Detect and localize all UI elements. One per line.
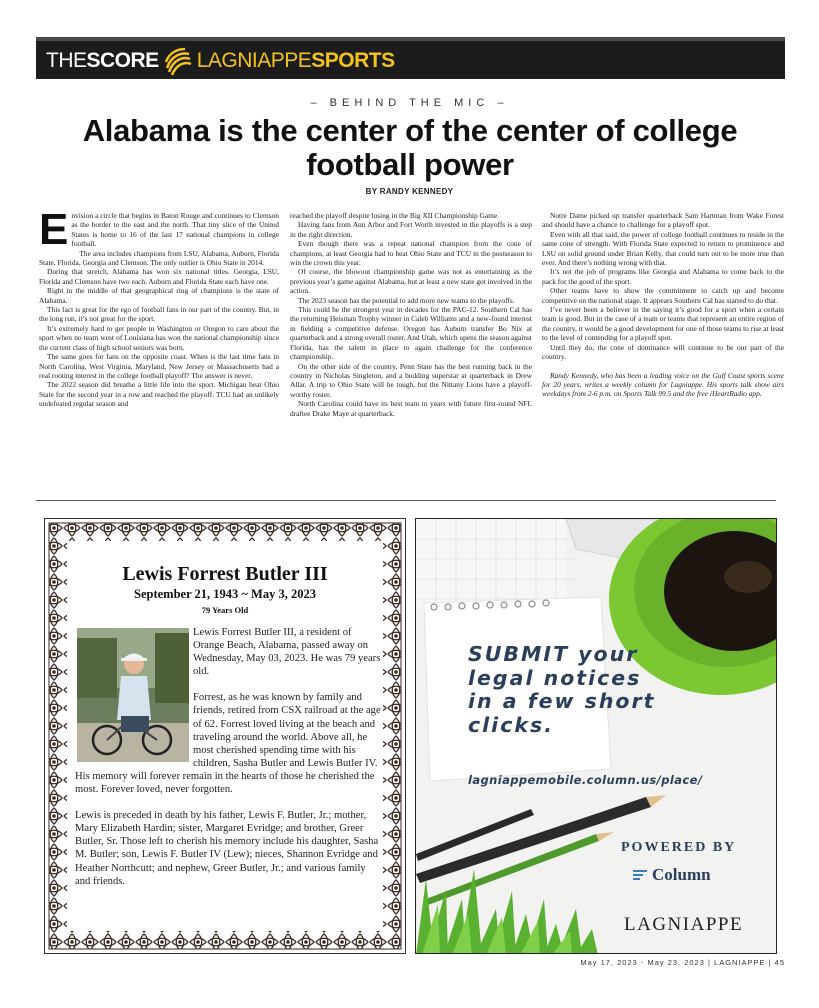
paragraph: Other teams have to show the commitment to catch up and become competitive on the national stage. It appears Southern Cal has started to do that. (542, 286, 784, 305)
obituary-paragraph: Lewis Forrest Butler III, a resident of Orange Beach, Alabama, passed away on Wednesday, May 03, 2023. He was 79 years old. (193, 627, 381, 678)
ad-powered-by: POWERED BY (621, 840, 737, 855)
paragraph: North Carolina could have its best team in years with future first-round NFL draftee Drake Maye at quarterback. (290, 399, 532, 418)
masthead-lagniappe: LAGNIAPPE (196, 49, 312, 72)
article-byline: BY RANDY KENNEDY (365, 187, 454, 196)
masthead-brand (46, 47, 395, 75)
paragraph: The 2022 season did breathe a little life into the sport. Michigan beat Ohio State for the second year in a row and reached the playoff. TCU had an unlikely undefeated regular season and (39, 380, 279, 409)
article-column-1 (39, 205, 279, 409)
masthead-score: SCORE (86, 49, 159, 72)
section-divider (36, 500, 776, 501)
masthead-the: THE (46, 49, 87, 72)
article-column-3 (542, 211, 784, 399)
paragraph: During that stretch, Alabama has won six national titles. Georgia, LSU, Florida and Clemson have two each. Auburn and Florida State each have one. (39, 267, 279, 286)
paragraph: On the other side of the country, Penn State has the best running back in the country in Nicholas Singleton, and a budding superstar at quarterback in Drew Allar. A trip to Ohio State will be tough, but the Nittany Lions have a playoff-worthy roster. (290, 361, 532, 399)
paragraph: It’s extremely hard to get people in Washington or Oregon to care about the sport when no team west of Louisiana has won the national championship since the current class of high school seniors was born. (39, 323, 279, 352)
paragraph: It’s not the job of programs like Georgia and Alabama to come back to the pack for the good of the sport. (542, 267, 784, 286)
section-kicker: – BEHIND THE MIC – (310, 97, 509, 109)
paragraph: nvision a circle that begins in Baton Rouge and continues to Clemson as the border to the east and the north. That tiny slice of the United States is home to 16 of the last 17 national champions in college football. (71, 211, 279, 249)
paragraph: Having fans from Ann Arbor and Fort Worth invested in the playoffs is a step in the right direction. (290, 220, 532, 239)
paragraph: Of course, the blowout championship game was not as entertaining as the previous year’s game against Alabama, but at least a new state got involved in the action. (290, 267, 532, 296)
paragraph: Even though there was a repeat national champion from the cone of champions, at least Georgia had to beat Ohio State and TCU in the postseason to win the crown this year. (290, 239, 532, 268)
obituary-text (75, 626, 381, 901)
paragraph: Notre Dame picked up transfer quarterback Sam Hartman from Wake Forest and should have a chance to challenge for a playoff spot. (542, 211, 784, 230)
obituary-paragraph: Lewis is preceded in death by his father, Lewis F. Butler, Jr.; mother, Mary Elizabeth Hardin; sister, Margaret Evridge; and brother, Greer Butler, Sr. Those left to cherish his memory include his daughter, Sasha M. Butler; son, Lewis F. Butler IV (Lew); nieces, Shannon Evridge and Heather Northcutt; and nephew, Greer Butler, Jr.; and various family and friends. (75, 810, 379, 887)
paragraph: Until they do, the cone of dominance will continue to be our part of the country. (542, 342, 784, 362)
column-logo-icon (633, 868, 647, 882)
ad-url-link[interactable]: lagniappemobile.column.us/place/ (468, 773, 703, 787)
paragraph: The 2023 season has the potential to add more new teams to the playoffs. (298, 295, 515, 305)
paragraph: Right in the middle of that geographical ring of champions is the state of Alabama. (39, 286, 279, 305)
obituary-content (67, 541, 383, 931)
masthead (36, 37, 785, 79)
drop-cap: E (39, 205, 69, 254)
column-logo-text: Column (652, 865, 711, 884)
ad-headline: SUBMIT your legal notices in a few short clicks. (468, 642, 656, 737)
obituary-dates: September 21, 1943 ~ May 3, 2023 (134, 587, 316, 601)
page-footer: May 17, 2023 - May 23, 2023 | LAGNIAPPE | 45 (580, 958, 785, 967)
paragraph: The area includes champions from LSU, Alabama, Auburn, Florida State, Florida, Georgia and Clemson. The only outlier is Ohio State in 2014. (39, 248, 279, 268)
obituary-box (44, 518, 406, 954)
paragraph: This could be the strongest year in decades for the PAC-12. Southern Cal has the returning Heisman Trophy winner in Caleb Williams and a new-found interest in fielding a competitive defense. Oregon has Auburn transfer Bo Nix at quarterback and a strong overall roster. And Utah, which opens the season against Florida, has the talent in place to again challenge for the conference championship. (290, 305, 532, 362)
ad-lagniappe-logo: LAGNIAPPE (624, 914, 744, 935)
column-logo (633, 865, 711, 885)
obituary-age: 79 Years Old (201, 605, 249, 615)
article-column-2 (290, 211, 532, 418)
paragraph: This fact is great for the ego of football fans in our part of the country. But, in the long run, it’s not great for the sport. (39, 305, 279, 324)
paragraph: Even with all that said, the power of college football continues to reside in the same cone of strength. With Florida State expected to return to prominence and LSU on solid ground under Brian Kelly, that could turn out to be more true than ever. And there’s nothing wrong with that. (542, 229, 784, 268)
spacer (542, 362, 784, 371)
masthead-topbar (36, 37, 785, 41)
paragraph: I’ve never been a believer in the saying it’s good for a sport when a certain team is good. But in the case of a team or teams that represent an entire region of the country, it would be a good development for one of those teams to rise at least to the level of contending for a playoff spot. (542, 305, 784, 343)
legal-notice-ad[interactable] (415, 518, 777, 954)
obituary-paragraph: Forrest, as he was known by family and friends, retired from CSX railroad at the age of 62. Forrest loved living at the beach and traveling around the world. Above all, he most cherished spending time with his children, Sasha Butler and Lewis Butler IV. His memory will forever remain in the hearts of those he cherished the most. Forever loved, never forgotten. (75, 692, 381, 796)
obituary-name: Lewis Forrest Butler III (122, 563, 328, 585)
author-bio: Randy Kennedy, who has been a leading voice on the Gulf Coast sports scene for 20 years, writes a weekly column for Lagniappe. His sports talk show airs weekdays from 2-6 p.m. on Sports Talk 99.5 and the free iHeartRadio app. (542, 370, 784, 399)
masthead-sports: SPORTS (311, 49, 395, 72)
paragraph: The same goes for fans on the opposite coast. When is the last time fans in North Carolina, West Virginia, Maryland, New Jersey or Massachusetts had a real rooting interest in the college football playoff? The answer is never. (39, 352, 279, 380)
paragraph: reached the playoff despite losing in the Big XII Championship Game. (290, 211, 500, 220)
swoosh-logo-icon (163, 46, 193, 76)
article-headline: Alabama is the center of the center of college football power (82, 113, 738, 182)
